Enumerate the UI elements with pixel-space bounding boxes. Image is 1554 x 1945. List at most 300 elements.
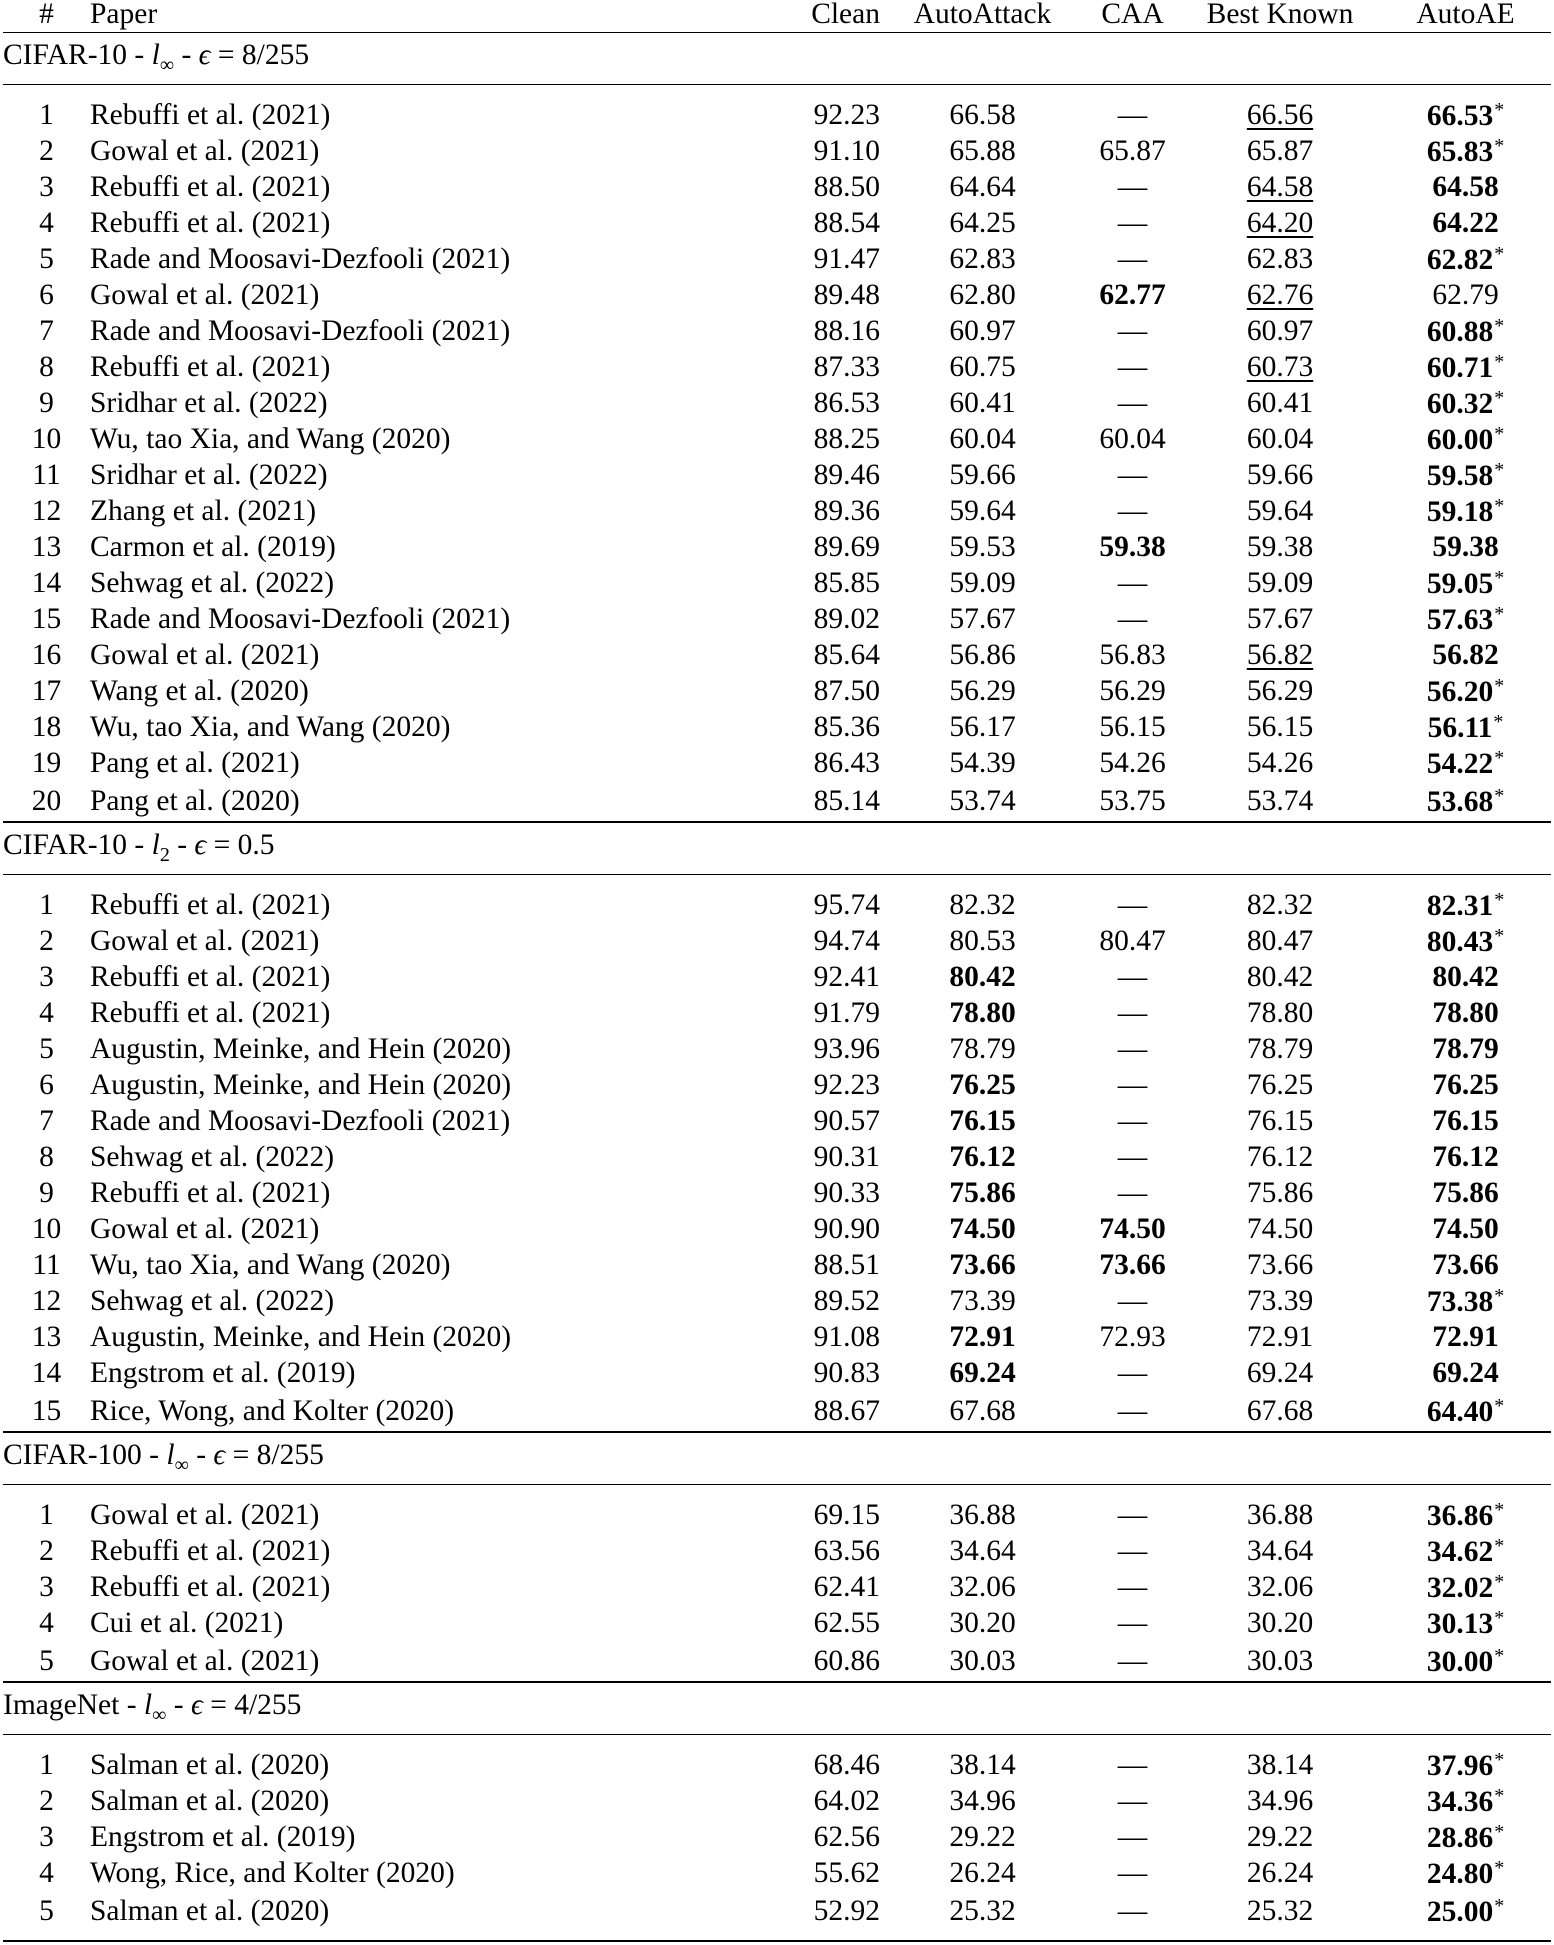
cell-best-known	[1180, 924, 1380, 960]
cell-num	[3, 458, 90, 494]
cell-autoattack	[880, 746, 1085, 782]
cell-best-known	[1180, 134, 1380, 170]
cell-num-value: 20	[31, 784, 62, 817]
cell-num-value: 8	[39, 1141, 54, 1174]
cell-paper-value: Rade and Moosavi-Dezfooli (2021)	[90, 243, 511, 276]
best-result-star: *	[1494, 1644, 1505, 1667]
cell-autoae-value: 65.83	[1426, 136, 1494, 169]
cell-autoae	[1380, 98, 1551, 134]
cell-caa-value: —	[1117, 495, 1148, 528]
cell-clean	[760, 566, 880, 602]
cell-caa-value: 56.29	[1099, 675, 1166, 708]
column-header-paper: Paper	[90, 0, 158, 30]
cell-clean-value: 86.43	[813, 747, 880, 780]
cell-autoae-value: 30.00	[1426, 1645, 1494, 1678]
cell-paper	[90, 206, 760, 242]
cell-best-known-value: 59.66	[1246, 459, 1314, 492]
cell-caa	[1085, 242, 1180, 278]
cell-caa	[1085, 170, 1180, 206]
cell-best-known-value: 25.32	[1246, 1895, 1314, 1928]
cell-best-known	[1180, 888, 1380, 924]
cell-paper-value: Sehwag et al. (2022)	[90, 1285, 335, 1318]
cell-caa	[1085, 1534, 1180, 1570]
best-result-star: *	[1494, 675, 1505, 698]
cell-autoae-value: 64.40	[1426, 1395, 1494, 1428]
section-epsilon-symbol: ϵ	[194, 829, 207, 862]
bottom-rule	[3, 1940, 1551, 1942]
cell-autoattack-value: 60.41	[949, 387, 1016, 420]
cell-autoattack	[880, 1176, 1085, 1212]
cell-autoattack-value: 73.66	[949, 1249, 1016, 1282]
cell-best-known-value: 60.73	[1246, 351, 1314, 384]
cell-best-known	[1180, 1284, 1380, 1320]
cell-caa	[1085, 1104, 1180, 1140]
cell-autoattack	[880, 1534, 1085, 1570]
cell-best-known	[1180, 674, 1380, 710]
cell-best-known-value: 38.14	[1246, 1749, 1314, 1782]
cell-best-known-value: 64.58	[1246, 171, 1314, 204]
cell-caa	[1085, 602, 1180, 638]
cell-paper	[90, 422, 760, 458]
cell-autoae-value: 37.96	[1426, 1750, 1494, 1783]
cell-clean-value: 62.56	[813, 1821, 880, 1854]
cell-best-known	[1180, 960, 1380, 996]
cell-paper-value: Salman et al. (2020)	[90, 1895, 330, 1928]
cell-best-known-value: 78.80	[1246, 997, 1314, 1030]
cell-caa-value: —	[1117, 603, 1148, 636]
cell-num-value: 1	[39, 99, 54, 132]
best-result-star: *	[1494, 1499, 1505, 1522]
cell-caa-value: —	[1117, 1069, 1148, 1102]
cell-clean-value: 62.41	[813, 1571, 880, 1604]
cell-best-known-value: 30.03	[1246, 1644, 1314, 1677]
cell-autoae	[1380, 314, 1551, 350]
cell-autoae-value: 73.66	[1432, 1249, 1499, 1282]
cell-autoae-value: 24.80	[1426, 1858, 1494, 1891]
cell-paper-value: Engstrom et al. (2019)	[90, 1357, 356, 1390]
cell-autoae-value: 82.31	[1426, 890, 1494, 923]
cell-autoattack	[880, 1392, 1085, 1432]
cell-paper	[90, 1356, 760, 1392]
cell-best-known-value: 67.68	[1246, 1394, 1314, 1427]
best-result-star: *	[1494, 423, 1505, 446]
cell-paper-value: Engstrom et al. (2019)	[90, 1821, 356, 1854]
cell-paper	[90, 996, 760, 1032]
cell-autoae-value: 59.38	[1432, 531, 1499, 564]
cell-autoattack	[880, 566, 1085, 602]
cell-paper-value: Carmon et al. (2019)	[90, 531, 336, 564]
cell-clean	[760, 1784, 880, 1820]
cell-autoae	[1380, 996, 1551, 1032]
cell-clean-value: 88.50	[813, 171, 880, 204]
cell-autoattack	[880, 924, 1085, 960]
cell-caa	[1085, 494, 1180, 530]
cell-num	[3, 888, 90, 924]
table-row	[3, 602, 1551, 638]
cell-autoae-value: 59.58	[1426, 460, 1494, 493]
cell-num	[3, 566, 90, 602]
cell-autoae	[1380, 710, 1551, 746]
cell-clean-value: 52.92	[813, 1895, 880, 1928]
cell-paper	[90, 1606, 760, 1642]
cell-caa	[1085, 1856, 1180, 1892]
table-row	[3, 1032, 1551, 1068]
cell-best-known	[1180, 1356, 1380, 1392]
cell-autoattack	[880, 1498, 1085, 1534]
cell-autoattack	[880, 602, 1085, 638]
cell-autoae-value: 66.53	[1426, 100, 1494, 133]
cell-caa	[1085, 386, 1180, 422]
table-row	[3, 1642, 1551, 1682]
cell-num-value: 8	[39, 351, 54, 384]
cell-autoae	[1380, 1606, 1551, 1642]
cell-best-known	[1180, 278, 1380, 314]
cell-autoattack-value: 26.24	[949, 1857, 1016, 1890]
cell-best-known-value: 57.67	[1246, 603, 1314, 636]
cell-autoae	[1380, 782, 1551, 822]
cell-num	[3, 134, 90, 170]
table-row	[3, 422, 1551, 458]
cell-num	[3, 924, 90, 960]
cell-autoattack-value: 59.66	[949, 459, 1016, 492]
cell-autoae	[1380, 1068, 1551, 1104]
cell-paper-value: Rebuffi et al. (2021)	[90, 351, 331, 384]
best-result-star: *	[1494, 1535, 1505, 1558]
cell-caa-value: —	[1117, 1285, 1148, 1318]
cell-num	[3, 1212, 90, 1248]
cell-autoattack-value: 38.14	[949, 1749, 1016, 1782]
cell-best-known	[1180, 996, 1380, 1032]
cell-clean	[760, 458, 880, 494]
cell-autoae-value: 62.79	[1432, 279, 1499, 312]
cell-paper	[90, 602, 760, 638]
cell-caa	[1085, 638, 1180, 674]
section-title: CIFAR-10 - $l_\infty - \epsilon = 8/255$	[3, 32, 1551, 84]
cell-clean	[760, 530, 880, 566]
cell-caa-value: —	[1117, 961, 1148, 994]
cell-autoattack-value: 66.58	[949, 99, 1016, 132]
cell-autoae-value: 60.32	[1426, 388, 1494, 421]
cell-autoattack	[880, 888, 1085, 924]
cell-clean	[760, 314, 880, 350]
cell-best-known-value: 76.15	[1246, 1105, 1314, 1138]
cell-autoattack	[880, 996, 1085, 1032]
cell-autoae-value: 78.79	[1432, 1033, 1499, 1066]
cell-clean-value: 63.56	[813, 1535, 880, 1568]
cell-caa	[1085, 1032, 1180, 1068]
cell-clean-value: 88.54	[813, 207, 880, 240]
cell-autoattack-value: 56.86	[949, 639, 1016, 672]
cell-num-value: 4	[39, 1857, 54, 1890]
cell-num	[3, 638, 90, 674]
section-rule	[3, 84, 1551, 98]
cell-caa-value: —	[1117, 1033, 1148, 1066]
cell-autoae	[1380, 1498, 1551, 1534]
cell-autoae	[1380, 746, 1551, 782]
cell-num-value: 4	[39, 997, 54, 1030]
table-row	[3, 314, 1551, 350]
cell-autoattack	[880, 1068, 1085, 1104]
cell-paper-value: Augustin, Meinke, and Hein (2020)	[90, 1069, 512, 1102]
cell-autoae	[1380, 1176, 1551, 1212]
cell-num	[3, 1784, 90, 1820]
cell-best-known-value: 59.64	[1246, 495, 1314, 528]
cell-num	[3, 1032, 90, 1068]
cell-paper	[90, 710, 760, 746]
cell-caa-value: 80.47	[1099, 925, 1166, 958]
cell-autoattack-value: 36.88	[949, 1499, 1016, 1532]
cell-paper-value: Rebuffi et al. (2021)	[90, 207, 331, 240]
best-result-star: *	[1493, 711, 1504, 734]
cell-num	[3, 1606, 90, 1642]
cell-caa-value: —	[1117, 1105, 1148, 1138]
cell-autoae-value: 64.22	[1432, 207, 1499, 240]
cell-clean	[760, 98, 880, 134]
section-norm: l	[166, 1439, 175, 1472]
table-row	[3, 1856, 1551, 1892]
cell-caa	[1085, 1392, 1180, 1432]
cell-paper	[90, 386, 760, 422]
table-row	[3, 1892, 1551, 1932]
cell-autoattack-value: 78.80	[949, 997, 1016, 1030]
cell-best-known-value: 74.50	[1246, 1213, 1314, 1246]
table-row	[3, 746, 1551, 782]
cell-clean	[760, 242, 880, 278]
best-result-star: *	[1494, 784, 1505, 807]
cell-num-value: 4	[39, 1607, 54, 1640]
cell-autoae-value: 64.58	[1432, 171, 1499, 204]
cell-caa-value: —	[1117, 1141, 1148, 1174]
cell-autoae-value: 72.91	[1432, 1321, 1499, 1354]
cell-clean-value: 90.31	[813, 1141, 880, 1174]
cell-num	[3, 1284, 90, 1320]
cell-autoae	[1380, 206, 1551, 242]
cell-best-known	[1180, 170, 1380, 206]
cell-clean	[760, 386, 880, 422]
cell-autoattack-value: 82.32	[949, 889, 1016, 922]
cell-caa	[1085, 98, 1180, 134]
cell-caa	[1085, 1606, 1180, 1642]
section-rule	[3, 1484, 1551, 1498]
section-norm: l	[151, 829, 160, 862]
cell-caa-value: 54.26	[1099, 747, 1166, 780]
cell-best-known-value: 60.04	[1246, 423, 1314, 456]
cell-autoae-value: 57.63	[1426, 604, 1494, 637]
cell-num	[3, 602, 90, 638]
section-epsilon-value: = 0.5	[206, 829, 275, 862]
cell-caa-value: 53.75	[1099, 784, 1166, 817]
cell-autoae	[1380, 170, 1551, 206]
cell-num-value: 2	[39, 135, 54, 168]
cell-autoae	[1380, 888, 1551, 924]
cell-clean	[760, 924, 880, 960]
cell-autoattack	[880, 1784, 1085, 1820]
cell-num-value: 5	[39, 1644, 54, 1677]
cell-best-known-value: 62.83	[1246, 243, 1314, 276]
cell-autoattack	[880, 1748, 1085, 1784]
table-row	[3, 710, 1551, 746]
cell-num-value: 1	[39, 889, 54, 922]
cell-best-known-value: 73.39	[1246, 1285, 1314, 1318]
cell-autoae	[1380, 1820, 1551, 1856]
cell-clean	[760, 674, 880, 710]
table-row	[3, 1248, 1551, 1284]
cell-caa	[1085, 1248, 1180, 1284]
table-row	[3, 1284, 1551, 1320]
cell-autoae-value: 30.13	[1426, 1608, 1494, 1641]
cell-num-value: 10	[31, 1213, 62, 1246]
cell-paper	[90, 746, 760, 782]
cell-autoattack-value: 80.42	[949, 961, 1016, 994]
cell-caa	[1085, 1212, 1180, 1248]
cell-autoae-value: 53.68	[1426, 785, 1494, 818]
cell-autoattack	[880, 1606, 1085, 1642]
cell-autoattack	[880, 1212, 1085, 1248]
cell-autoae	[1380, 1104, 1551, 1140]
best-result-star: *	[1494, 459, 1505, 482]
cell-best-known	[1180, 782, 1380, 822]
cell-paper-value: Rebuffi et al. (2021)	[90, 1177, 331, 1210]
cell-clean	[760, 996, 880, 1032]
cell-clean-value: 85.64	[813, 639, 880, 672]
cell-caa-value: —	[1117, 243, 1148, 276]
cell-best-known-value: 34.64	[1246, 1535, 1314, 1568]
cell-autoattack-value: 74.50	[949, 1213, 1016, 1246]
cell-autoae	[1380, 924, 1551, 960]
cell-clean	[760, 134, 880, 170]
cell-autoattack-value: 32.06	[949, 1571, 1016, 1604]
cell-autoae-value: 59.18	[1426, 496, 1494, 529]
table-row	[3, 386, 1551, 422]
cell-best-known-value: 80.42	[1246, 961, 1314, 994]
cell-num	[3, 1892, 90, 1932]
cell-best-known	[1180, 1320, 1380, 1356]
cell-best-known	[1180, 1032, 1380, 1068]
cell-caa-value: —	[1117, 1357, 1148, 1390]
cell-caa-value: 65.87	[1099, 135, 1166, 168]
cell-paper	[90, 782, 760, 822]
best-result-star: *	[1494, 1749, 1505, 1772]
cell-best-known	[1180, 1820, 1380, 1856]
cell-best-known-value: 78.79	[1246, 1033, 1314, 1066]
cell-autoae-value: 73.38	[1426, 1286, 1494, 1319]
cell-caa	[1085, 1498, 1180, 1534]
cell-clean-value: 89.46	[813, 459, 880, 492]
table-row	[3, 1606, 1551, 1642]
cell-paper	[90, 1140, 760, 1176]
cell-clean	[760, 1248, 880, 1284]
cell-num-value: 19	[31, 747, 62, 780]
cell-autoattack	[880, 674, 1085, 710]
cell-clean-value: 68.46	[813, 1749, 880, 1782]
cell-best-known-value: 53.74	[1246, 784, 1314, 817]
cell-clean-value: 92.23	[813, 1069, 880, 1102]
cell-paper-value: Sehwag et al. (2022)	[90, 567, 335, 600]
table-row	[3, 134, 1551, 170]
cell-clean	[760, 170, 880, 206]
table-body	[3, 32, 1551, 1932]
cell-best-known-value: 62.76	[1246, 279, 1314, 312]
cell-best-known-value: 75.86	[1246, 1177, 1314, 1210]
cell-clean	[760, 1140, 880, 1176]
cell-num	[3, 98, 90, 134]
cell-num-value: 5	[39, 1895, 54, 1928]
cell-autoae-value: 76.15	[1432, 1105, 1499, 1138]
cell-clean	[760, 350, 880, 386]
cell-clean-value: 62.55	[813, 1607, 880, 1640]
cell-paper-value: Augustin, Meinke, and Hein (2020)	[90, 1033, 512, 1066]
cell-paper-value: Rebuffi et al. (2021)	[90, 99, 331, 132]
cell-clean-value: 64.02	[813, 1785, 880, 1818]
cell-best-known-value: 72.91	[1246, 1321, 1314, 1354]
cell-caa-value: —	[1117, 567, 1148, 600]
cell-autoattack	[880, 1856, 1085, 1892]
cell-autoattack	[880, 1642, 1085, 1682]
cell-autoae-value: 32.02	[1426, 1572, 1494, 1605]
table-row	[3, 996, 1551, 1032]
cell-best-known-value: 32.06	[1246, 1571, 1314, 1604]
cell-best-known-value: 76.25	[1246, 1069, 1314, 1102]
cell-num-value: 2	[39, 1785, 54, 1818]
cell-caa	[1085, 674, 1180, 710]
cell-autoae-value: 34.36	[1426, 1786, 1494, 1819]
cell-num	[3, 1856, 90, 1892]
cell-best-known	[1180, 422, 1380, 458]
cell-num	[3, 1392, 90, 1432]
cell-autoattack	[880, 1820, 1085, 1856]
cell-autoattack	[880, 494, 1085, 530]
cell-autoattack-value: 64.25	[949, 207, 1016, 240]
cell-clean	[760, 1498, 880, 1534]
cell-paper	[90, 674, 760, 710]
cell-num	[3, 494, 90, 530]
cell-autoae	[1380, 1642, 1551, 1682]
cell-autoae-value: 25.00	[1426, 1896, 1494, 1929]
cell-caa-value: —	[1117, 1821, 1148, 1854]
cell-autoattack	[880, 710, 1085, 746]
cell-best-known	[1180, 1212, 1380, 1248]
cell-autoae-value: 56.82	[1432, 639, 1499, 672]
cell-caa-value: —	[1117, 1607, 1148, 1640]
table-row	[3, 1498, 1551, 1534]
cell-num	[3, 1820, 90, 1856]
cell-best-known	[1180, 1176, 1380, 1212]
cell-autoattack-value: 62.83	[949, 243, 1016, 276]
cell-paper-value: Rade and Moosavi-Dezfooli (2021)	[90, 1105, 511, 1138]
cell-paper-value: Rebuffi et al. (2021)	[90, 1535, 331, 1568]
cell-autoae-value: 36.86	[1426, 1500, 1494, 1533]
cell-caa-value: —	[1117, 1394, 1148, 1427]
best-result-star: *	[1494, 351, 1505, 374]
cell-best-known-value: 26.24	[1246, 1857, 1314, 1890]
cell-autoattack-value: 30.20	[949, 1607, 1016, 1640]
section-epsilon-symbol: ϵ	[198, 39, 211, 71]
section-title: CIFAR-10 - $l_2 - \epsilon = 0.5$	[3, 822, 1551, 874]
cell-num-value: 2	[39, 925, 54, 958]
cell-clean-value: 94.74	[813, 925, 880, 958]
cell-autoattack	[880, 242, 1085, 278]
column-header-clean: Clean	[811, 0, 880, 30]
cell-best-known	[1180, 602, 1380, 638]
cell-clean-value: 86.53	[813, 387, 880, 420]
cell-clean-value: 87.33	[813, 351, 880, 384]
cell-num	[3, 1534, 90, 1570]
cell-best-known	[1180, 1892, 1380, 1932]
cell-caa	[1085, 1748, 1180, 1784]
cell-clean-value: 90.33	[813, 1177, 880, 1210]
cell-caa	[1085, 134, 1180, 170]
cell-caa-value: —	[1117, 1749, 1148, 1782]
